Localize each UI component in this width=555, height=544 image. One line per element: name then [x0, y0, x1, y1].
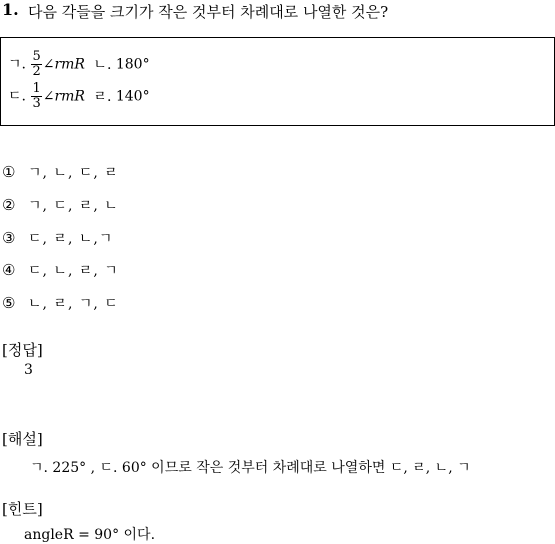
hint-heading: [힌트]	[2, 500, 43, 518]
question-text: 다음 각들을 크기가 작은 것부터 차례대로 나열한 것은?	[28, 3, 389, 21]
hint-text: angleR = 90° 이다.	[24, 527, 156, 543]
item-d-label: ㄹ.	[93, 88, 112, 105]
item-c-denominator: 3	[32, 96, 41, 111]
option-5[interactable]	[2, 293, 119, 313]
option-2[interactable]	[2, 195, 119, 215]
option-marker: ②	[2, 196, 16, 214]
box-row-1	[8, 50, 150, 79]
explanation-text: ㄱ. 225° , ㄷ. 60° 이므로 작은 것부터 차례대로 나열하면 ㄷ, ㄹ, ㄴ, ㄱ	[30, 460, 471, 476]
explanation-heading: [해설]	[2, 430, 43, 448]
option-4[interactable]	[2, 260, 119, 280]
option-value: ㄱ, ㄷ, ㄹ, ㄴ	[28, 198, 119, 214]
item-c-label: ㄷ.	[8, 88, 26, 105]
option-marker: ④	[2, 261, 16, 279]
option-value: ㄷ, ㄹ, ㄴ,ㄱ	[28, 231, 114, 247]
box-row-2	[8, 82, 150, 111]
answer-value: 3	[24, 362, 33, 378]
option-marker: ①	[2, 163, 16, 181]
item-a-angle: ∠rmR	[42, 56, 85, 73]
item-b-label: ㄴ.	[93, 56, 112, 73]
item-a-numerator: 5	[32, 49, 41, 64]
item-a-denominator: 2	[32, 64, 41, 79]
option-value: ㄷ, ㄴ, ㄹ, ㄱ	[28, 263, 119, 279]
answer-heading: [정답]	[2, 341, 43, 359]
option-value: ㄱ, ㄴ, ㄷ, ㄹ	[28, 165, 119, 181]
option-marker: ⑤	[2, 294, 16, 312]
item-c-numerator: 1	[32, 81, 41, 96]
item-b-value: 180°	[115, 56, 150, 73]
option-value: ㄴ, ㄹ, ㄱ, ㄷ	[28, 296, 119, 312]
item-d-value: 140°	[115, 88, 150, 105]
item-c-fraction	[31, 82, 41, 111]
item-a-fraction	[31, 50, 41, 79]
item-a-label: ㄱ.	[8, 56, 26, 73]
option-marker: ③	[2, 229, 16, 247]
question-number: 1.	[2, 0, 19, 19]
item-c-angle: ∠rmR	[42, 88, 85, 105]
option-1[interactable]	[2, 162, 119, 182]
option-3[interactable]	[2, 228, 113, 248]
